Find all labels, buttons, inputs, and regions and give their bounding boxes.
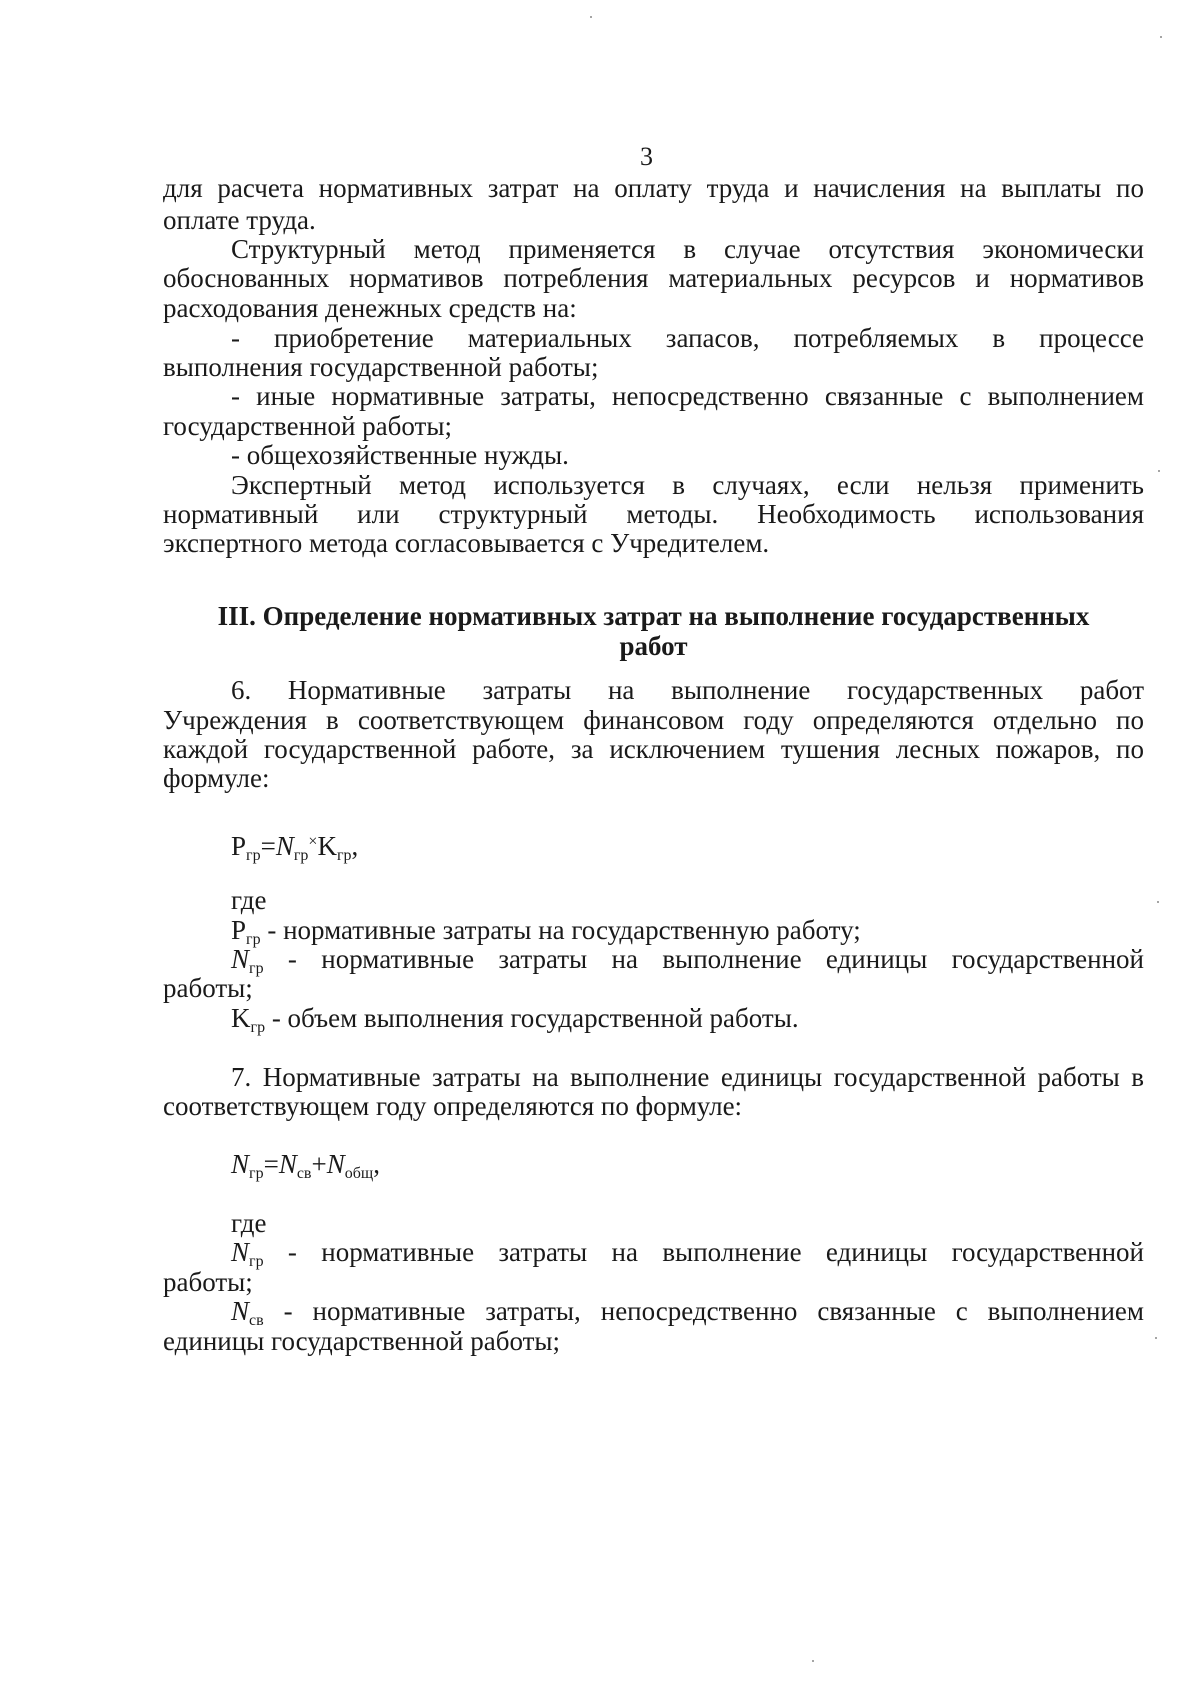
paragraph-line: нормативный или структурный методы. Необходимость использования <box>163 499 1144 529</box>
formula-2: $N_{гр}=N_{св}+N_{общ}$, <box>231 1149 380 1182</box>
page-number: 3 <box>640 142 653 171</box>
paragraph-line: соответствующем году определяются по формуле: <box>163 1091 743 1121</box>
list-item-line: - приобретение материальных запасов, потребляемых в процессе <box>231 323 1144 353</box>
scan-speck <box>1160 36 1162 38</box>
paragraph-line: Учреждения в соответствующем финансовом году определяются отдельно по <box>163 705 1144 735</box>
paragraph-line: экспертного метода согласовывается с Учредителем. <box>163 528 770 558</box>
definition-line: $N_{гр}$ - нормативные затраты на выполнение единицы государственной <box>231 944 1144 977</box>
scan-speck <box>1155 1337 1157 1339</box>
paragraph-line: оплате труда. <box>163 205 316 235</box>
scan-speck <box>1157 901 1159 903</box>
definition-line: $N_{св}$ - нормативные затраты, непосредственно связанные с выполнением <box>231 1296 1144 1329</box>
paragraph-line: Структурный метод применяется в случае отсутствия экономически <box>231 234 1144 264</box>
section-heading-line: III. Определение нормативных затрат на выполнение государственных <box>217 601 1090 631</box>
scan-speck <box>812 1660 814 1662</box>
definition-line: работы; <box>163 973 253 1003</box>
section-heading-line: работ <box>619 631 688 661</box>
paragraph-line: Экспертный метод используется в случаях, если нельзя применить <box>231 470 1144 500</box>
list-item-line: - общехозяйственные нужды. <box>231 440 569 470</box>
paragraph-line: каждой государственной работе, за исключением тушения лесных пожаров, по <box>163 734 1144 764</box>
definition-line: работы; <box>163 1267 253 1297</box>
paragraph-line: формуле: <box>163 763 270 793</box>
paragraph-line: 6. Нормативные затраты на выполнение государственных работ <box>231 675 1144 705</box>
paragraph-line: расходования денежных средств на: <box>163 293 577 323</box>
where-label: где <box>231 885 267 915</box>
paragraph-line: 7. Нормативные затраты на выполнение единицы государственной работы в <box>231 1062 1144 1092</box>
scan-speck <box>1158 470 1160 472</box>
definition-line: $K_{гр}$ - объем выполнения государственной работы. <box>231 1003 799 1036</box>
where-label: где <box>231 1208 267 1238</box>
list-item-line: выполнения государственной работы; <box>163 352 599 382</box>
definition-line: $N_{гр}$ - нормативные затраты на выполнение единицы государственной <box>231 1237 1144 1270</box>
formula-1: $P_{гр}=N_{гр}^\times K_{гр}$, <box>231 831 359 864</box>
paragraph-line: обоснованных нормативов потребления материальных ресурсов и нормативов <box>163 263 1144 293</box>
definition-line: единицы государственной работы; <box>163 1326 561 1356</box>
paragraph-line: для расчета нормативных затрат на оплату труда и начисления на выплаты по <box>163 173 1144 203</box>
definition-line: $P_{гр}$ - нормативные затраты на государственную работу; <box>231 915 861 948</box>
list-item-line: государственной работы; <box>163 411 452 441</box>
scan-speck <box>590 16 592 18</box>
list-item-line: - иные нормативные затраты, непосредственно связанные с выполнением <box>231 381 1144 411</box>
